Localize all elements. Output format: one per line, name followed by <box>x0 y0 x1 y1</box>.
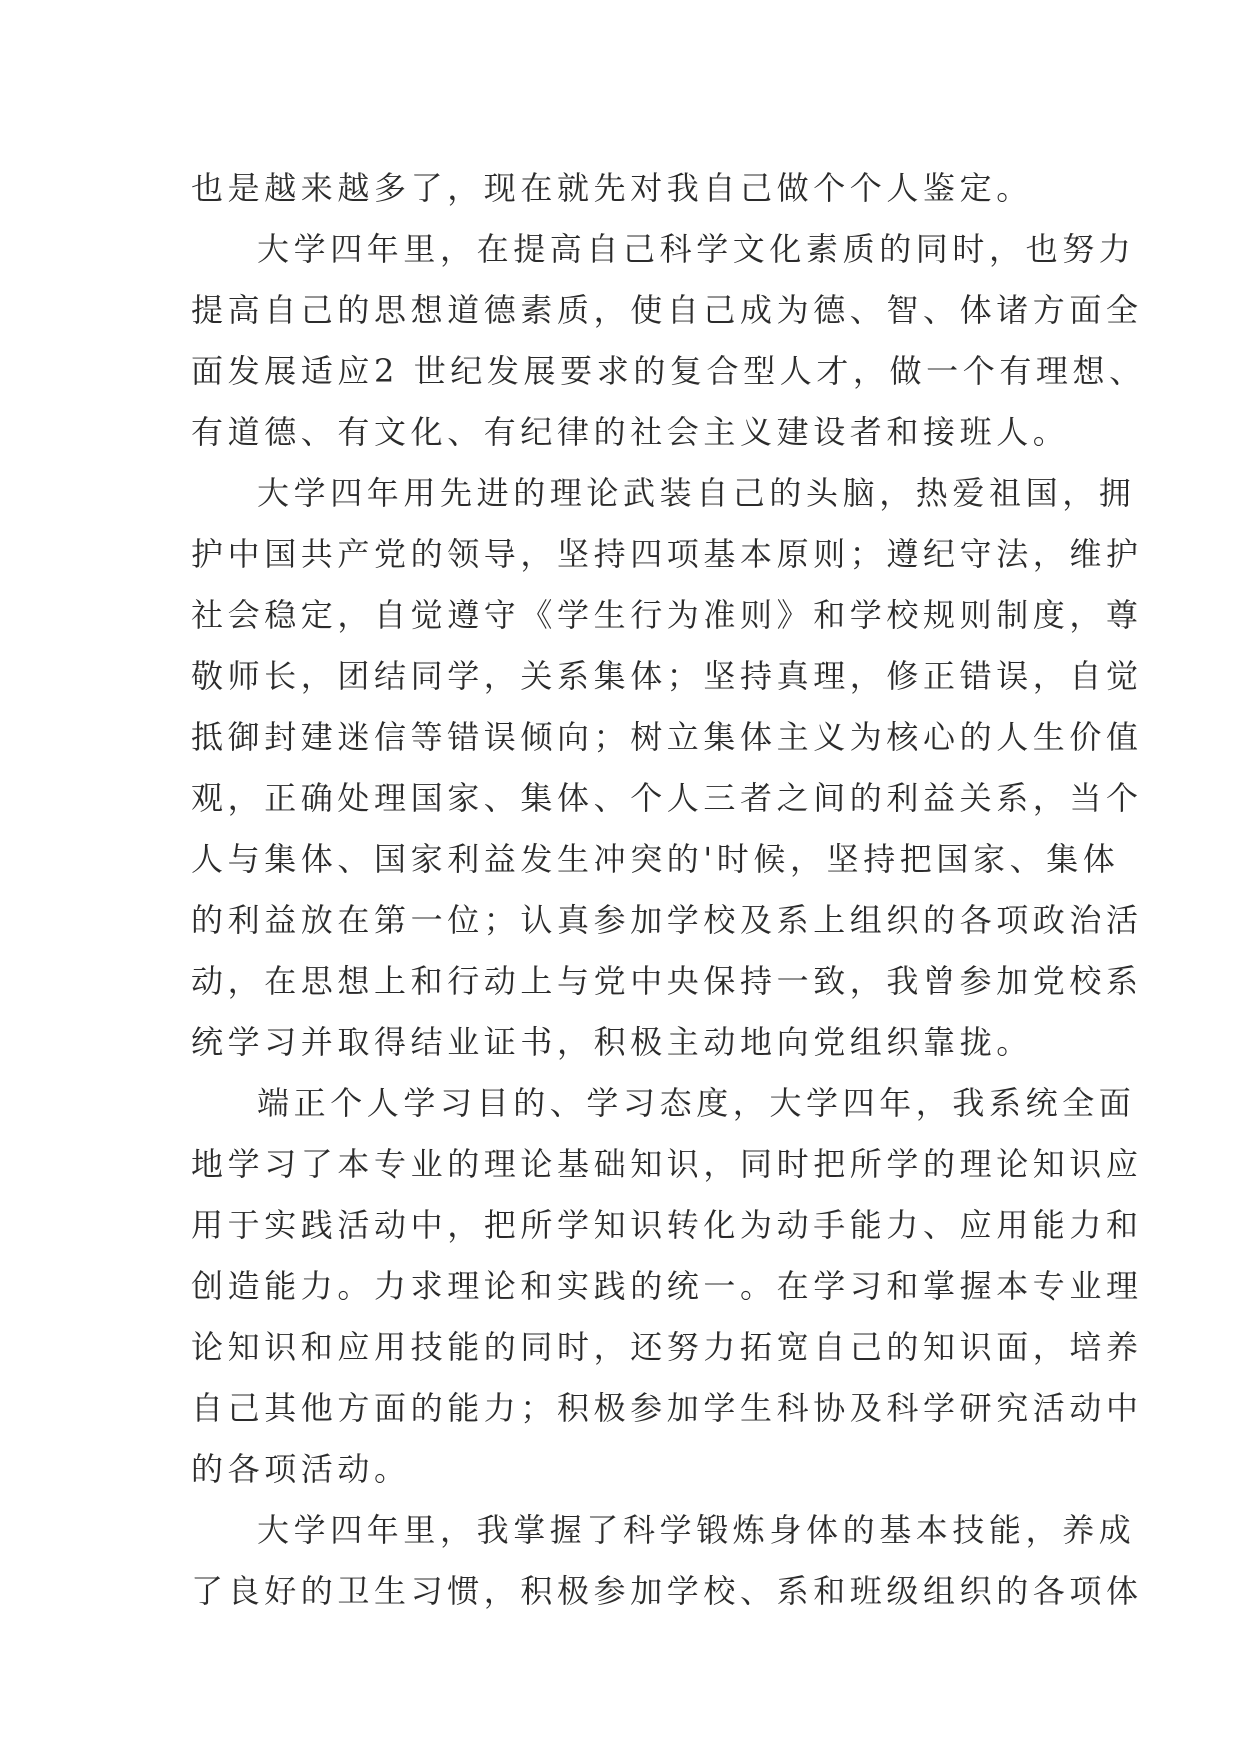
paragraph-3-line-4: 敬师长，团结同学，关系集体；坚持真理，修正错误，自觉 <box>191 657 1143 695</box>
paragraph-4-line-2: 地学习了本专业的理论基础知识，同时把所学的理论知识应 <box>191 1145 1143 1183</box>
paragraph-3-line-7: 人与集体、国家利益发生冲突的'时候，坚持把国家、集体 <box>191 840 1120 878</box>
paragraph-3-line-3: 社会稳定，自觉遵守《学生行为准则》和学校规则制度，尊 <box>191 596 1143 634</box>
paragraph-2-line-1: 大学四年里，在提高自己科学文化素质的同时，也努力 <box>257 230 1136 268</box>
document-body <box>191 158 1146 1622</box>
paragraph-4-line-6: 自己其他方面的能力；积极参加学生科协及科学研究活动中 <box>191 1389 1143 1427</box>
paragraph-4-line-4: 创造能力。力求理论和实践的统一。在学习和掌握本专业理 <box>191 1267 1143 1305</box>
paragraph-4-line-5: 论知识和应用技能的同时，还努力拓宽自己的知识面，培养 <box>191 1328 1143 1366</box>
paragraph-5-line-2: 了良好的卫生习惯，积极参加学校、系和班级组织的各项体 <box>191 1572 1143 1610</box>
paragraph-2-line-2: 提高自己的思想道德素质，使自己成为德、智、体诸方面全 <box>191 291 1143 329</box>
paragraph-4-line-1: 端正个人学习目的、学习态度，大学四年，我系统全面 <box>257 1084 1136 1122</box>
paragraph-3-line-9: 动，在思想上和行动上与党中央保持一致，我曾参加党校系 <box>191 962 1143 1000</box>
paragraph-4-line-3: 用于实践活动中，把所学知识转化为动手能力、应用能力和 <box>191 1206 1143 1244</box>
paragraph-4-line-7: 的各项活动。 <box>191 1450 411 1488</box>
paragraph-3-line-8: 的利益放在第一位；认真参加学校及系上组织的各项政治活 <box>191 901 1143 939</box>
paragraph-3-line-5: 抵御封建迷信等错误倾向；树立集体主义为核心的人生价值 <box>191 718 1143 756</box>
paragraph-5-line-1: 大学四年里，我掌握了科学锻炼身体的基本技能，养成 <box>257 1511 1136 1549</box>
paragraph-2-line-4: 有道德、有文化、有纪律的社会主义建设者和接班人。 <box>191 413 1070 451</box>
paragraph-2-line-3: 面发展适应2 世纪发展要求的复合型人才，做一个有理想、 <box>191 352 1146 390</box>
paragraph-3-line-2: 护中国共产党的领导，坚持四项基本原则；遵纪守法，维护 <box>191 535 1143 573</box>
paragraph-3-line-6: 观，正确处理国家、集体、个人三者之间的利益关系，当个 <box>191 779 1143 817</box>
paragraph-3-line-1: 大学四年用先进的理论武装自己的头脑，热爱祖国，拥 <box>257 474 1136 512</box>
paragraph-3-line-10: 统学习并取得结业证书，积极主动地向党组织靠拢。 <box>191 1023 1033 1061</box>
paragraph-1-line-1: 也是越来越多了，现在就先对我自己做个个人鉴定。 <box>191 169 1033 207</box>
